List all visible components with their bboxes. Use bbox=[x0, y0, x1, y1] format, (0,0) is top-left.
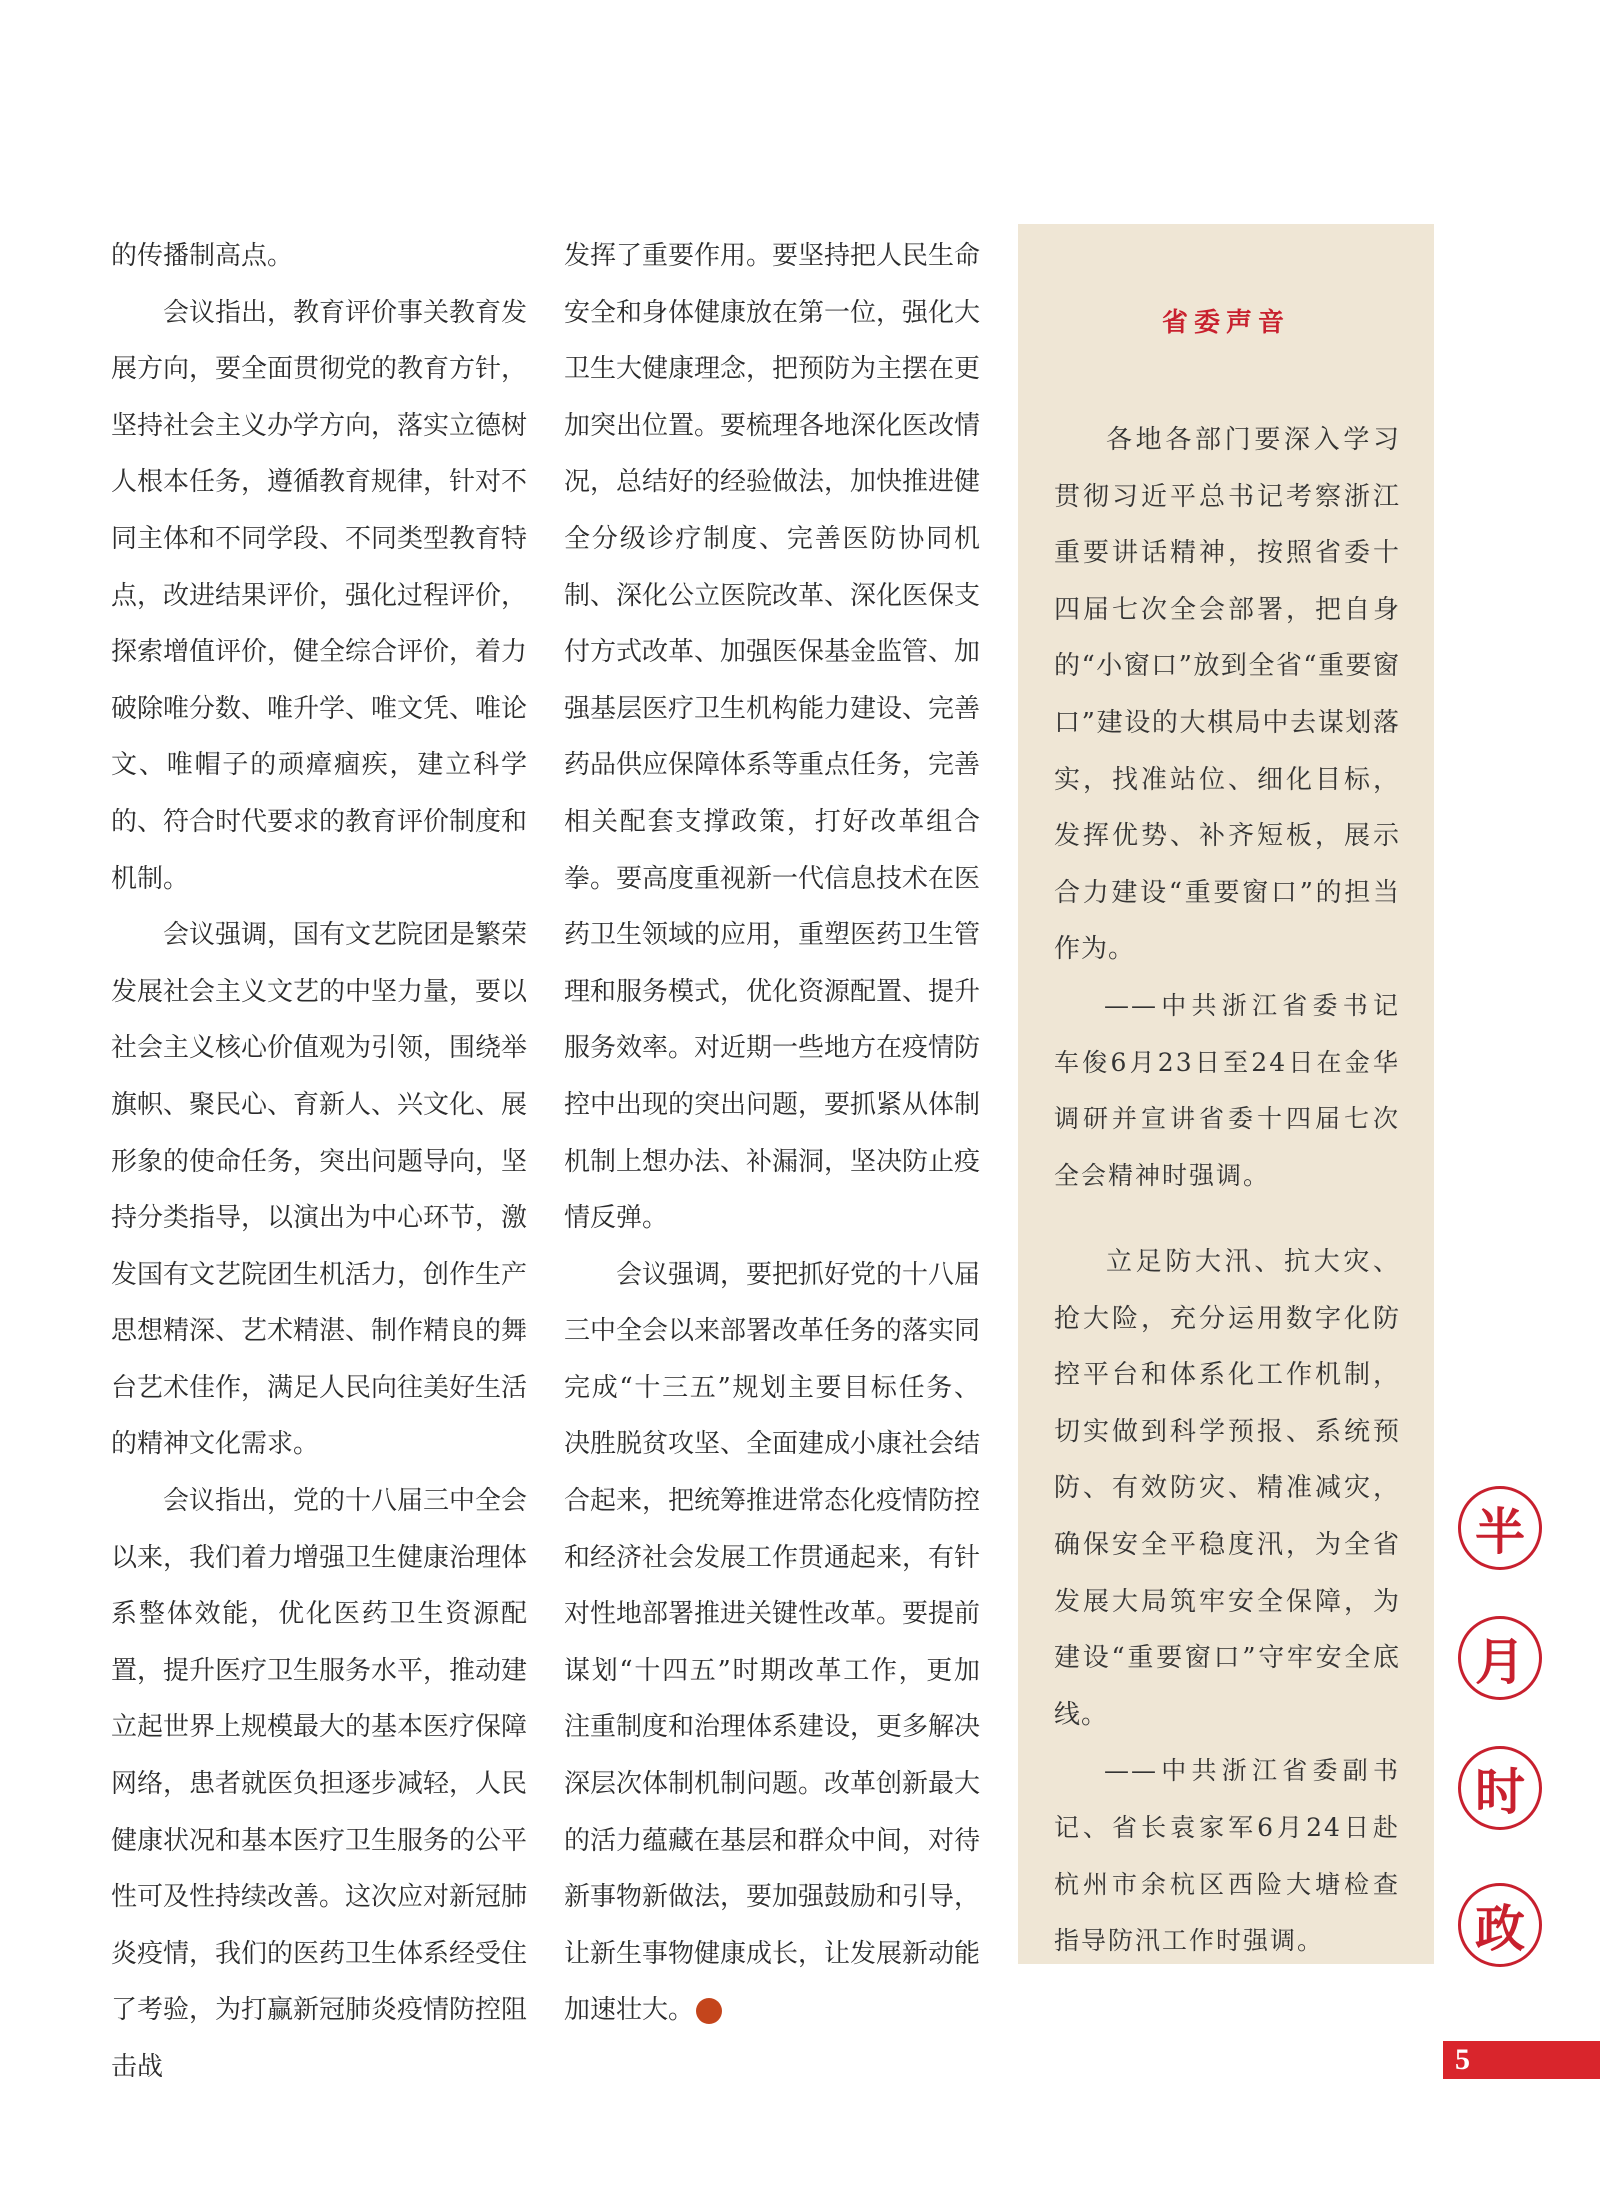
quote-block-2 bbox=[1054, 1234, 1400, 1970]
paragraph-text: 会议强调，要把抓好党的十八届三中全会以来部署改革任务的落实同完成“十三五”规划主要目标任务、决胜脱贫攻坚、全面建成小康社会结合起来，把统筹推进常态化疫情防控和经济社会发展工作贯通起来，有针对性地部署推进关键性改革。要提前谋划“十四五”时期改革工作，更加注重制度和治理体系建设，更多解决深层次体制机制问题。改革创新最大的活力蕴藏在基层和群众中间，对待新事物新做法，要加强鼓励和引导，让新生事物健康成长，让发展新动能加速壮大。 bbox=[564, 1259, 981, 2026]
article-column-2 bbox=[564, 228, 980, 2039]
page-number: 5 bbox=[1443, 2041, 1600, 2079]
article-column-1 bbox=[111, 228, 527, 2096]
sidebar-box bbox=[1018, 224, 1434, 1964]
section-seal-char: 半 bbox=[1458, 1486, 1542, 1570]
section-seal-char: 时 bbox=[1458, 1746, 1542, 1830]
paragraph: 的传播制高点。 bbox=[111, 241, 294, 271]
sidebar-title: 省委声音 bbox=[1161, 308, 1290, 338]
end-mark-icon: 个 bbox=[696, 1998, 722, 2024]
quote-source: ——中共浙江省委副书记、省长袁家军6月24日赴杭州市余杭区西险大塘检查指导防汛工作时强调。 bbox=[1054, 1756, 1400, 1956]
paragraph: 会议指出，教育评价事关教育发展方向，要全面贯彻党的教育方针，坚持社会主义办学方向，落实立德树人根本任务，遵循教育规律，针对不同主体和不同学段、不同类型教育特点，改进结果评价，强化过程评价，探索增值评价，健全综合评价，着力破除唯分数、唯升学、唯文凭、唯论文、唯帽子的顽瘴痼疾，建立科学的、符合时代要求的教育评价制度和机制。 bbox=[111, 297, 528, 894]
quote-text: 立足防大汛、抗大灾、抢大险，充分运用数字化防控平台和体系化工作机制，切实做到科学预报、系统预防、有效防灾、精准减灾，确保安全平稳度汛，为全省发展大局筑牢安全保障，为建设“重要窗口”守牢安全底线。 bbox=[1054, 1247, 1400, 1730]
quote-source: ——中共浙江省委书记车俊6月23日至24日在金华调研并宣讲省委十四届七次全会精神时强调。 bbox=[1054, 990, 1400, 1190]
paragraph: 会议强调，国有文艺院团是繁荣发展社会主义文艺的中坚力量，要以社会主义核心价值观为引领，围绕举旗帜、聚民心、育新人、兴文化、展形象的使命任务，突出问题导向，坚持分类指导，以演出为中心环节，激发国有文艺院团生机活力，创作生产思想精深、艺术精湛、制作精良的舞台艺术佳作，满足人民向往美好生活的精神文化需求。 bbox=[111, 920, 528, 1460]
paragraph bbox=[564, 1247, 980, 2039]
paragraph: 会议指出，党的十八届三中全会以来，我们着力增强卫生健康治理体系整体效能，优化医药卫生资源配置，提升医疗卫生服务水平，推动建立起世界上规模最大的基本医疗保障网络，患者就医负担逐步减轻，人民健康状况和基本医疗卫生服务的公平性可及性持续改善。这次应对新冠肺炎疫情，我们的医药卫生体系经受住了考验，为打赢新冠肺炎疫情防控阻击战 bbox=[111, 1486, 528, 2082]
section-seal-char: 月 bbox=[1458, 1616, 1542, 1700]
quote-block-1 bbox=[1054, 412, 1400, 1204]
paragraph: 发挥了重要作用。要坚持把人民生命安全和身体健康放在第一位，强化大卫生大健康理念，把预防为主摆在更加突出位置。要梳理各地深化医改情况，总结好的经验做法，加快推进健全分级诊疗制度、完善医防协同机制、深化公立医院改革、深化医保支付方式改革、加强医保基金监管、加强基层医疗卫生机构能力建设、完善药品供应保障体系等重点任务，完善相关配套支撑政策，打好改革组合拳。要高度重视新一代信息技术在医药卫生领域的应用，重塑医药卫生管理和服务模式，优化资源配置、提升服务效率。对近期一些地方在疫情防控中出现的突出问题，要抓紧从体制机制上想办法、补漏洞，坚决防止疫情反弹。 bbox=[564, 241, 981, 1234]
section-seal-char: 政 bbox=[1458, 1883, 1542, 1967]
quote-text: 各地各部门要深入学习贯彻习近平总书记考察浙江重要讲话精神，按照省委十四届七次全会部署，把自身的“小窗口”放到全省“重要窗口”建设的大棋局中去谋划落实，找准站位、细化目标，发挥优势、补齐短板，展示合力建设“重要窗口”的担当作为。 bbox=[1054, 425, 1400, 965]
